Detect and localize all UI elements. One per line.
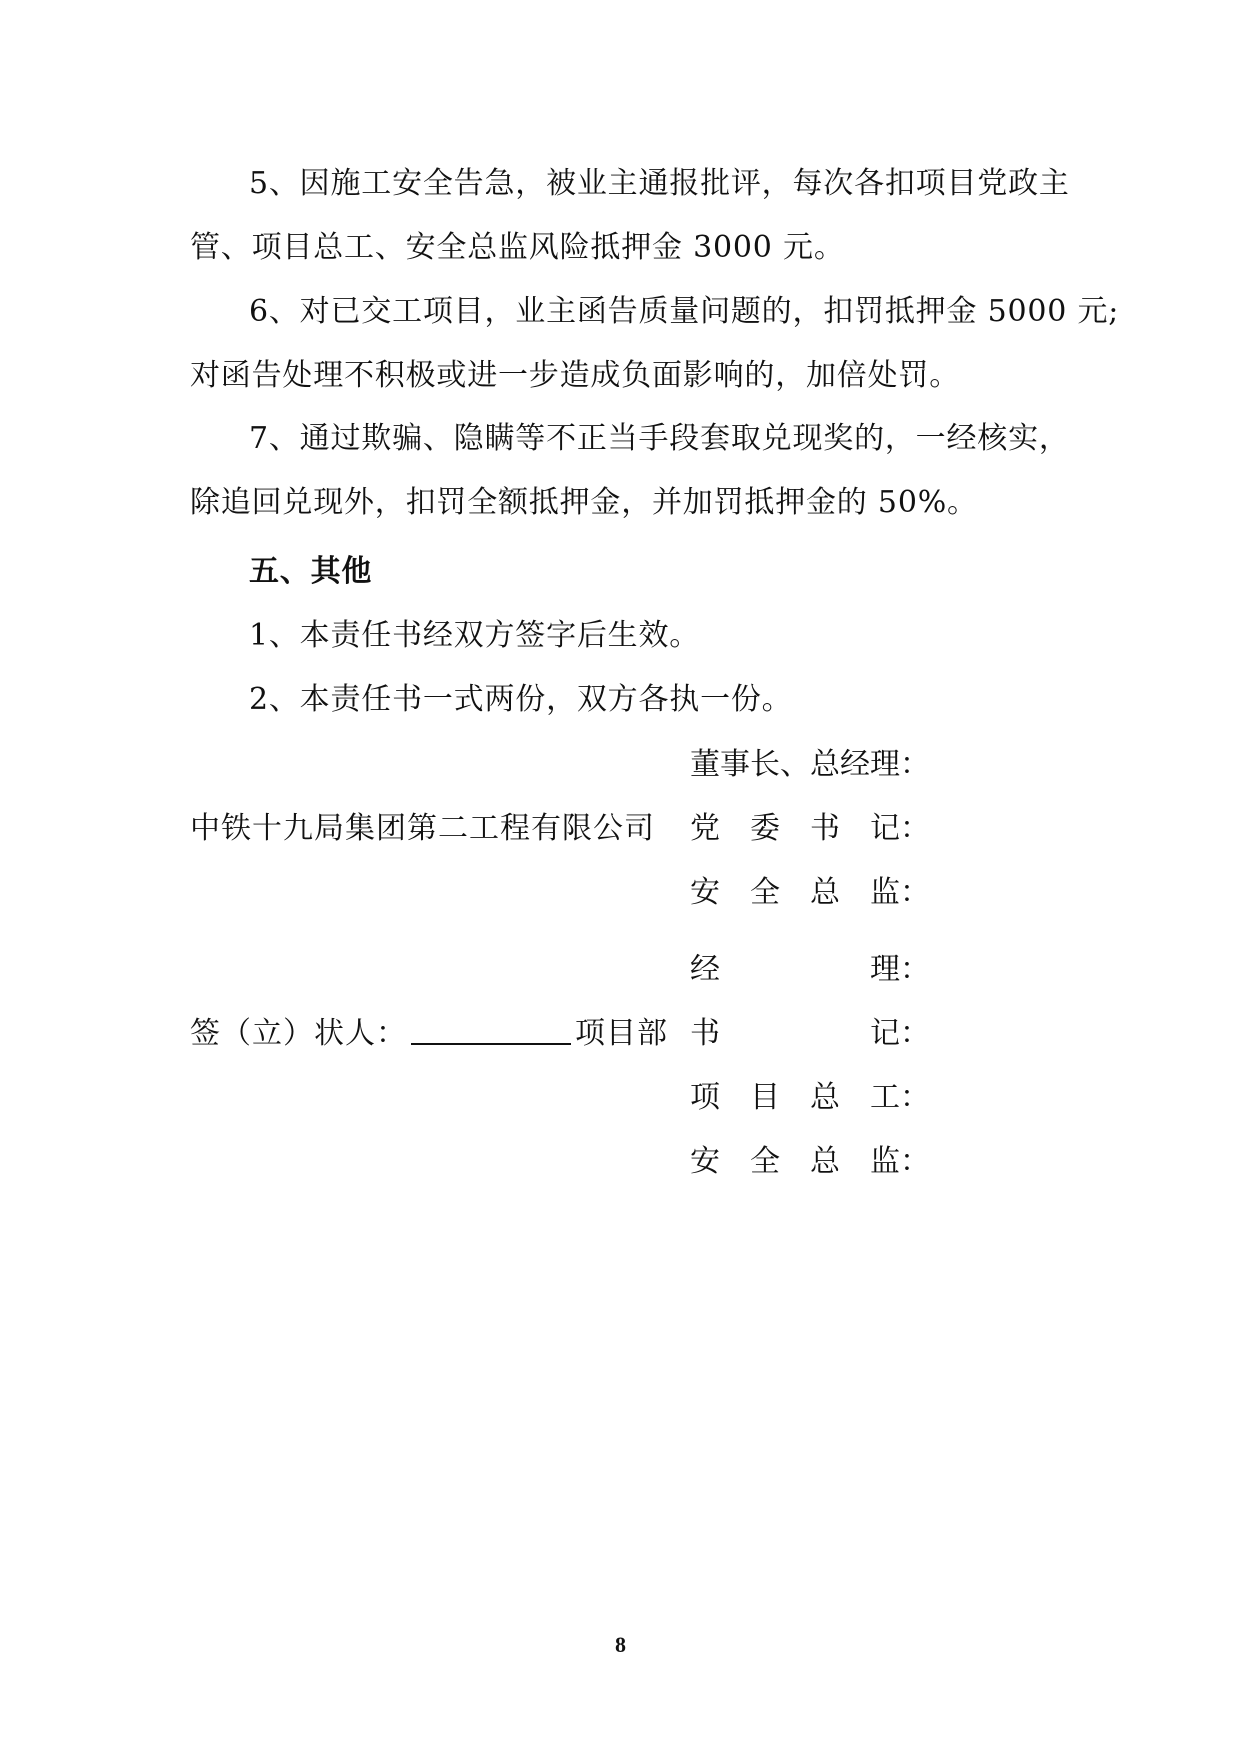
signer-line <box>190 1002 668 1066</box>
role-manager: 经 理： <box>690 952 930 987</box>
project-roles <box>690 938 930 1194</box>
clause-6-line-1: 6、对已交工项目，业主函告质量问题的，扣罚抵押金 5000 元; <box>249 294 1120 329</box>
clause-7-line-2: 除追回兑现外，扣罚全额抵押金，并加罚抵押金的 50%。 <box>190 485 978 520</box>
other-item-2-text: 2、本责任书一式两份，双方各执一份。 <box>249 682 793 717</box>
clause-5-line-2: 管、项目总工、安全总监风险抵押金 3000 元。 <box>190 230 845 265</box>
role-safety-director: 安 全 总 监： <box>690 875 930 910</box>
company-name: 中铁十九局集团第二工程有限公司 <box>190 811 655 846</box>
role-secretary: 书 记： <box>690 1016 930 1051</box>
clause-5-line-1: 5、因施工安全告急，被业主通报批评，每次各扣项目党政主 <box>249 166 1070 201</box>
clause-7-line-1: 7、通过欺骗、隐瞒等不正当手段套取兑现奖的，一经核实， <box>249 421 1070 456</box>
signer-label: 签（立）状人： <box>190 1016 407 1051</box>
clause-6 <box>190 280 1120 408</box>
other-item-2 <box>190 668 1060 732</box>
clause-6-line-2: 对函告处理不积极或进一步造成负面影响的，加倍处罚。 <box>190 358 960 393</box>
role-chairman: 董事长、总经理： <box>690 747 930 782</box>
role-party-secretary: 党 委 书 记： <box>690 811 930 846</box>
other-item-1 <box>190 604 1060 668</box>
signer-suffix: 项目部 <box>575 1016 668 1051</box>
clause-7 <box>190 407 1070 535</box>
role-project-safety-director: 安 全 总 监： <box>690 1144 930 1179</box>
section-heading: 五、其他 <box>249 554 373 589</box>
page-number: 8 <box>615 1632 626 1657</box>
clause-5 <box>190 152 1070 280</box>
other-item-1-text: 1、本责任书经双方签字后生效。 <box>249 618 701 653</box>
role-chief-engineer: 项 目 总 工： <box>690 1080 930 1115</box>
company-roles <box>690 733 930 925</box>
signature-blank[interactable] <box>411 1015 571 1045</box>
